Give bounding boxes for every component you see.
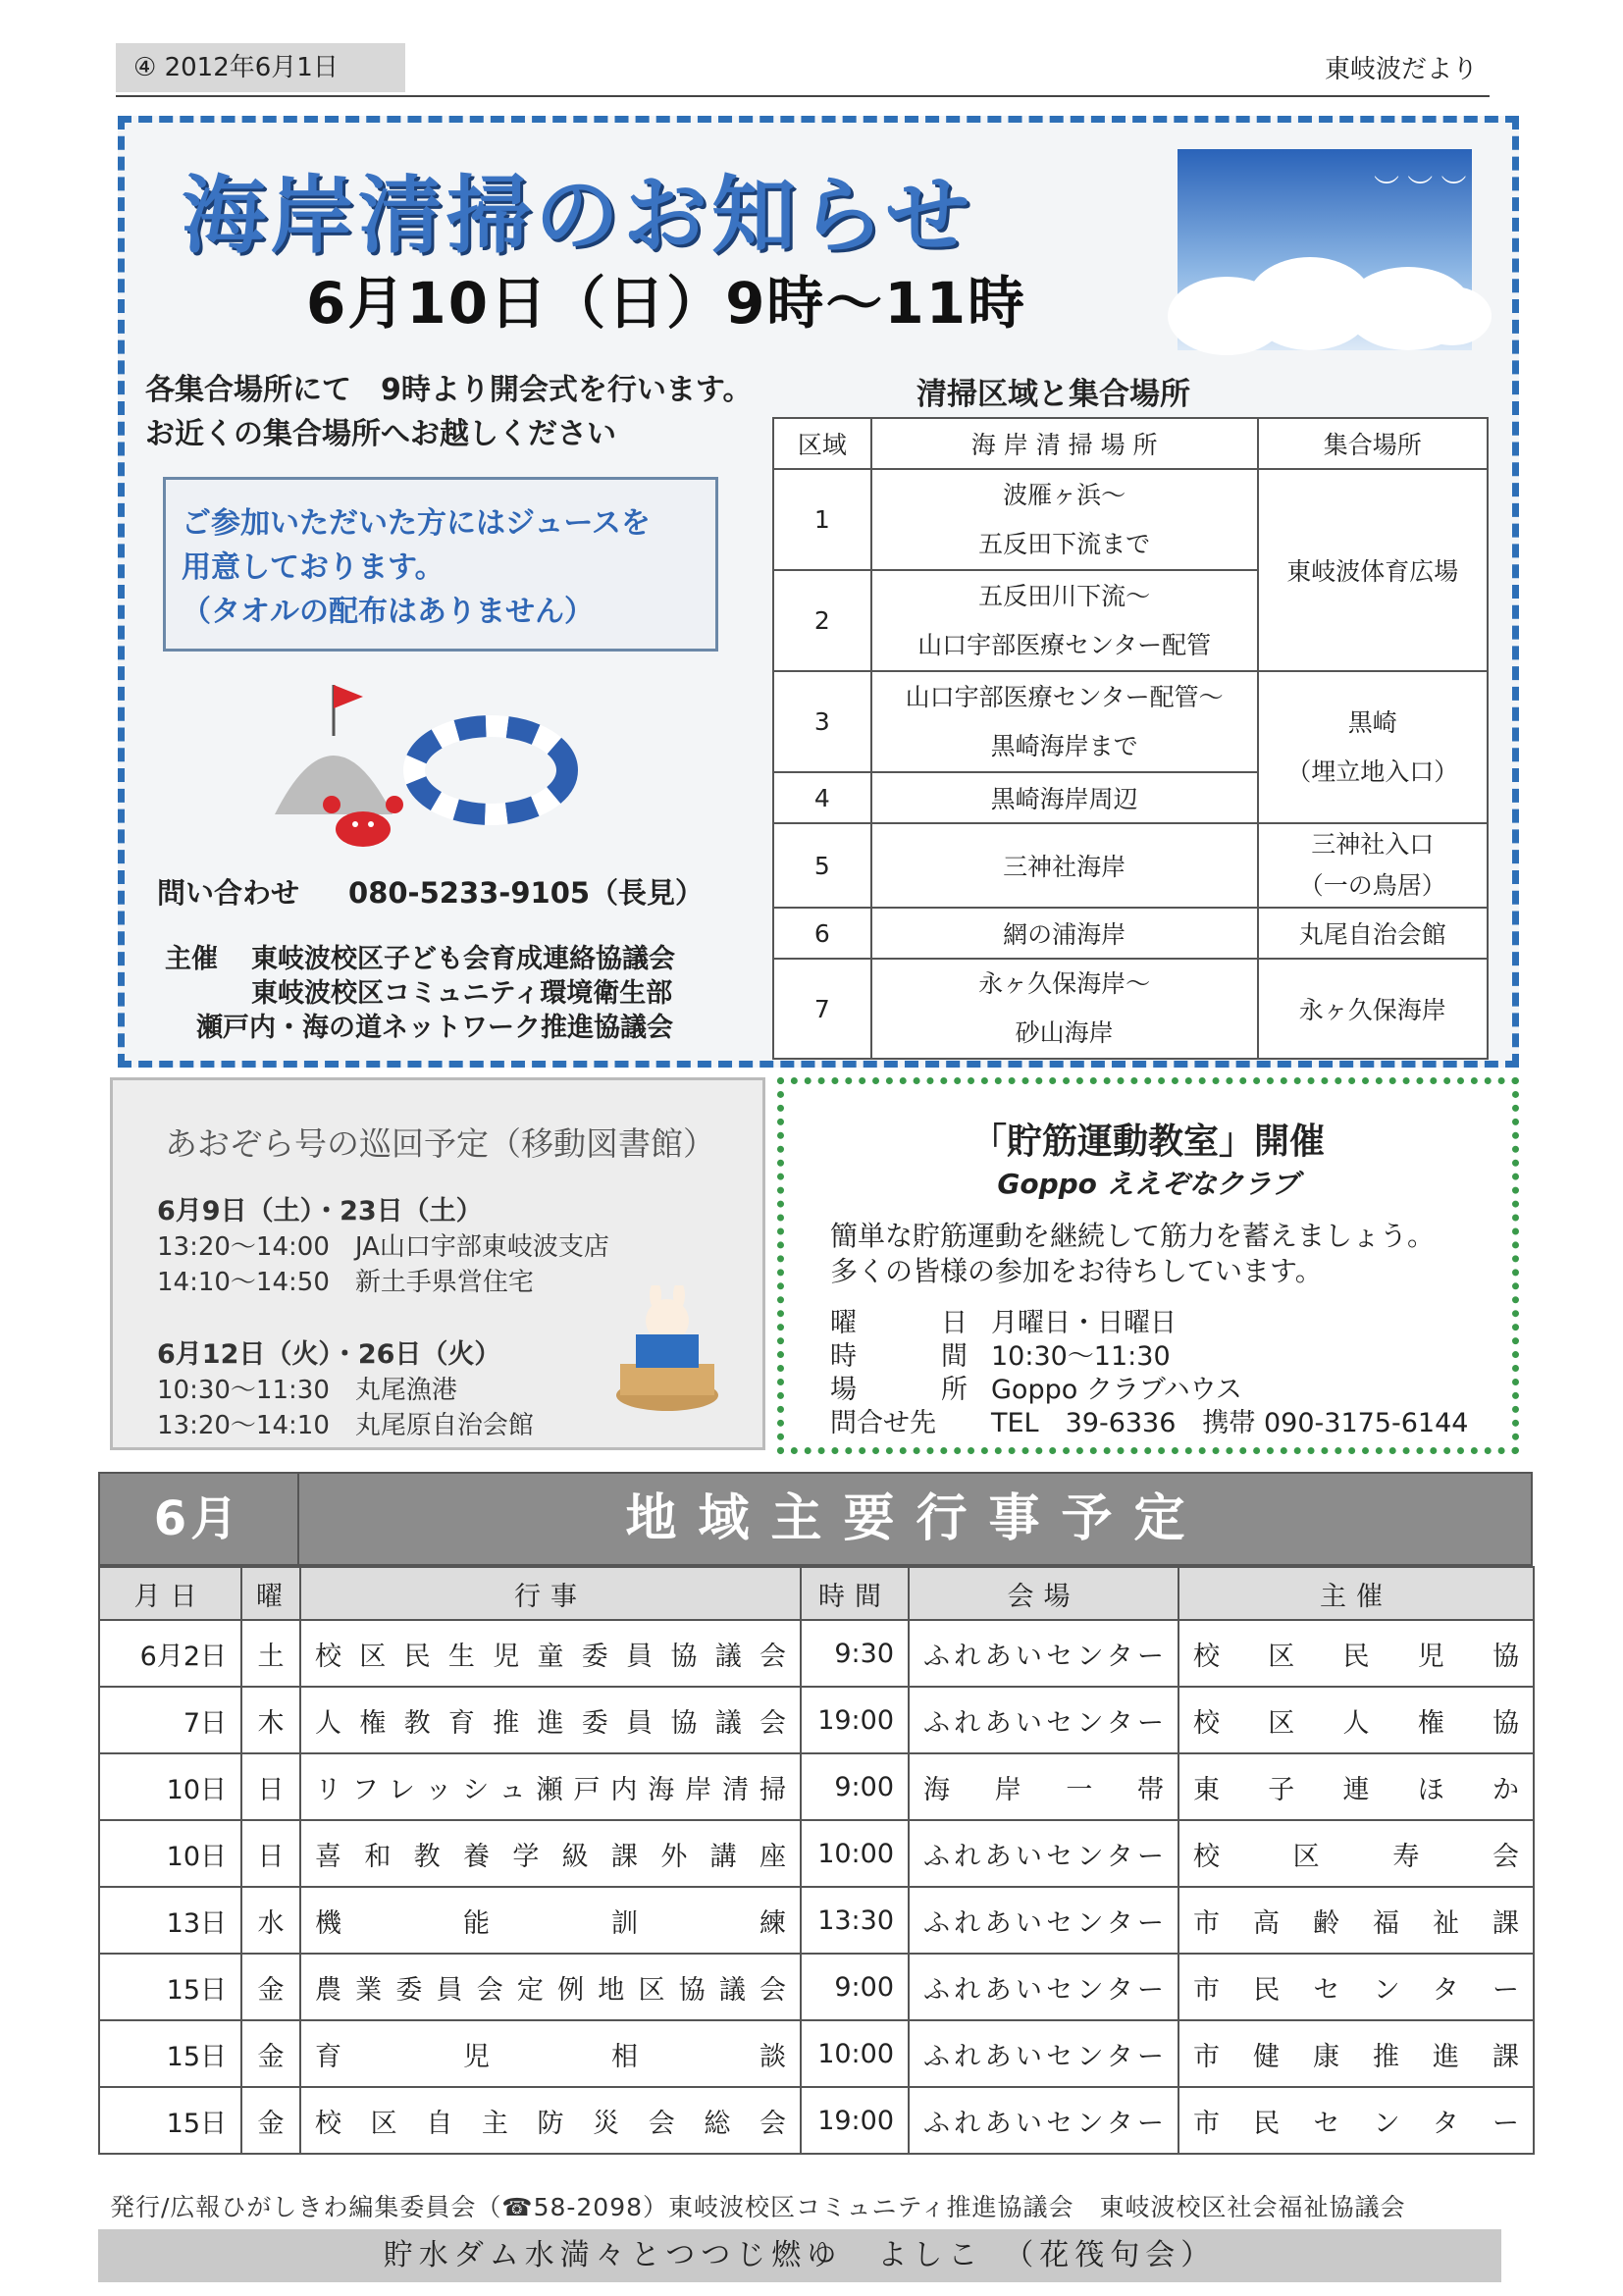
goppo-key-char: 時 [830, 1341, 857, 1372]
zone-number: 1 [773, 469, 871, 570]
schedule-host: 校区民児協 [1178, 1620, 1534, 1687]
reading-rabbit-icon [608, 1285, 726, 1413]
schedule-time: 10:00 [801, 2020, 909, 2087]
schedule-weekday: 水 [241, 1887, 300, 1954]
schedule-row [99, 1820, 1534, 1887]
zone-meeting: 東岐波体育広場 [1258, 469, 1488, 671]
zone-place [871, 469, 1258, 570]
schedule-weekday: 日 [241, 1753, 300, 1820]
zone-number: 5 [773, 823, 871, 908]
schedule-header-date: 月日 [99, 1567, 241, 1620]
juice-notice-line: （タオルの配布はありません） [182, 595, 594, 629]
schedule-title: 地域主要行事予定 [625, 1489, 1207, 1548]
zone-place-line: 永ヶ久保海岸〜 [978, 969, 1151, 998]
schedule-date: 10日 [99, 1753, 241, 1820]
zone-place: 三神社海岸 [871, 823, 1258, 908]
zone-number: 6 [773, 908, 871, 959]
schedule-event: 機能訓練 [300, 1887, 801, 1954]
zone-place-line: 山口宇部医療センター配管〜 [905, 682, 1224, 711]
zone-number: 2 [773, 570, 871, 671]
zone-meeting [1258, 671, 1488, 823]
organizer-2: 東岐波校区コミュニティ環境衛生部 [251, 978, 673, 1009]
schedule-weekday: 金 [241, 2020, 300, 2087]
schedule-date: 13日 [99, 1887, 241, 1954]
goppo-key-char: 日 [941, 1308, 968, 1338]
schedule-header-venue: 会場 [909, 1567, 1178, 1620]
schedule-time: 19:00 [801, 1687, 909, 1753]
schedule-time: 10:00 [801, 1820, 909, 1887]
goppo-time: 10:30〜11:30 [991, 1341, 1171, 1372]
organizer-1: 東岐波校区子ども会育成連絡協議会 [251, 944, 675, 974]
schedule-time: 9:30 [801, 1620, 909, 1687]
schedule-venue: ふれあいセンター [909, 1687, 1178, 1753]
zone-place [871, 570, 1258, 671]
newsletter-name: 東岐波だより [1324, 55, 1478, 84]
schedule-weekday: 木 [241, 1687, 300, 1753]
zone-meeting [1258, 823, 1488, 908]
schedule-row [99, 1620, 1534, 1687]
schedule-date: 15日 [99, 2087, 241, 2154]
sky-clouds-illustration [1178, 149, 1472, 350]
zone-meeting-line: 黒崎 [1347, 707, 1397, 737]
schedule-row [99, 1753, 1534, 1820]
schedule-weekday: 土 [241, 1620, 300, 1687]
zone-place-line: 五反田川下流〜 [978, 581, 1151, 610]
schedule-time: 19:00 [801, 2087, 909, 2154]
header-rule [116, 95, 1490, 97]
inquiry-label: 問い合わせ [157, 876, 300, 910]
goppo-intro-line: 簡単な貯筋運動を継続して筋力を蓄えましょう。 [830, 1220, 1436, 1252]
zone-place-line: 山口宇部医療センター配管 [917, 630, 1212, 659]
goppo-detail-key [830, 1401, 968, 1439]
zone-meeting: 永ヶ久保海岸 [1258, 959, 1488, 1059]
schedule-header-host: 主催 [1178, 1567, 1534, 1620]
schedule-time: 13:30 [801, 1887, 909, 1954]
schedule-host: 校区人権協 [1178, 1687, 1534, 1753]
schedule-row [99, 1687, 1534, 1753]
goppo-place: Goppo クラブハウス [991, 1375, 1242, 1405]
schedule-date: 15日 [99, 1954, 241, 2020]
goppo-key-char: 問合せ先 [830, 1408, 936, 1438]
goppo-weekday: 月曜日・日曜日 [991, 1308, 1177, 1338]
beach-cleanup-title: 海岸清掃のお知らせ [182, 167, 974, 265]
schedule-header-event: 行事 [300, 1567, 801, 1620]
swim-ring-icon [414, 726, 567, 814]
goppo-key-char: 場 [830, 1375, 857, 1405]
beach-intro-line-2: お近くの集合場所へお越しください [145, 417, 616, 451]
zone-place: 網の浦海岸 [871, 908, 1258, 959]
inquiry-line [157, 871, 704, 912]
zone-header-meeting: 集合場所 [1258, 418, 1488, 469]
schedule-month: 6月 [98, 1472, 299, 1566]
organizer-label: 主催 [165, 944, 218, 974]
schedule-date: 7日 [99, 1687, 241, 1753]
zone-place-line: 砂山海岸 [1015, 1018, 1114, 1047]
zone-number: 7 [773, 959, 871, 1059]
library-date: 6月9日（土）・23日（土） [157, 1196, 483, 1226]
schedule-host: 市健康推進課 [1178, 2020, 1534, 2087]
schedule-event: 人権教育推進委員協議会 [300, 1687, 801, 1753]
schedule-weekday: 金 [241, 2087, 300, 2154]
goppo-title: 「貯筋運動教室」開催 [970, 1122, 1325, 1162]
schedule-host: 市民センター [1178, 1954, 1534, 2020]
juice-notice-line: 用意しております。 [182, 550, 445, 585]
schedule-host: 東子連ほか [1178, 1753, 1534, 1820]
zone-place: 黒崎海岸周辺 [871, 772, 1258, 823]
schedule-time: 9:00 [801, 1753, 909, 1820]
mobile-library-title: あおぞら号の巡回予定（移動図書館） [165, 1124, 715, 1163]
schedule-row [99, 1887, 1534, 1954]
library-date: 6月12日（火）・26日（火） [157, 1339, 501, 1370]
organizer-3: 瀬戸内・海の道ネットワーク推進協議会 [196, 1013, 673, 1043]
schedule-weekday: 金 [241, 1954, 300, 2020]
schedule-date: 15日 [99, 2020, 241, 2087]
schedule-row [99, 2020, 1534, 2087]
schedule-host: 校区寿会 [1178, 1820, 1534, 1887]
zone-number: 3 [773, 671, 871, 772]
schedule-venue: ふれあいセンター [909, 1620, 1178, 1687]
schedule-event: 農業委員会定例地区協議会 [300, 1954, 801, 2020]
zone-place [871, 959, 1258, 1059]
library-stop: 13:20〜14:10 丸尾原自治会館 [157, 1411, 534, 1440]
zone-meeting-line: 三神社入口 [1311, 830, 1435, 859]
schedule-event: 喜和教養学級課外講座 [300, 1820, 801, 1887]
schedule-table [98, 1566, 1535, 2155]
beach-cleanup-date: 6月10日（日）9時〜11時 [306, 270, 1027, 337]
schedule-host: 市民センター [1178, 2087, 1534, 2154]
schedule-event: リフレッシュ瀬戸内海岸清掃 [300, 1753, 801, 1820]
zone-header-area: 区域 [773, 418, 871, 469]
zone-place-line: 波雁ヶ浜〜 [1003, 480, 1126, 509]
library-stop: 13:20〜14:00 JA山口宇部東岐波支店 [157, 1232, 609, 1262]
zone-table [772, 417, 1489, 1060]
publisher-footer: 発行/広報ひがしきわ編集委員会（☎58-2098）東岐波校区コミュニティ推進協議会 東岐波校区社会福祉協議会 [110, 2193, 1406, 2221]
schedule-venue: ふれあいセンター [909, 2020, 1178, 2087]
schedule-header-weekday: 曜 [241, 1567, 300, 1620]
goppo-key-char: 曜 [830, 1308, 857, 1338]
haiku-text: 貯水ダム水満々とつつじ燃ゆ よしこ （花筏句会） [383, 2238, 1217, 2272]
zone-place-line: 五反田下流まで [978, 529, 1151, 558]
schedule-host: 市高齢福祉課 [1178, 1887, 1534, 1954]
schedule-venue: ふれあいセンター [909, 1820, 1178, 1887]
schedule-venue: ふれあいセンター [909, 2087, 1178, 2154]
inquiry-phone: 080-5233-9105（長見） [348, 876, 705, 910]
goppo-intro-line: 多くの皆様の参加をお待ちしています。 [830, 1255, 1323, 1287]
schedule-event: 校区民生児童委員協議会 [300, 1620, 801, 1687]
goppo-contact: TEL 39-6336 携帯 090-3175-6144 [991, 1408, 1469, 1438]
schedule-row [99, 1954, 1534, 2020]
zone-meeting: 丸尾自治会館 [1258, 908, 1488, 959]
beach-intro-line-1: 各集合場所にて 9時より開会式を行います。 [145, 373, 753, 407]
zone-meeting-line: （埋立地入口） [1286, 757, 1459, 786]
zone-table-heading: 清掃区域と集合場所 [916, 377, 1190, 412]
goppo-subtitle: Goppo ええぞなクラブ [997, 1168, 1299, 1200]
zone-header-place: 海 岸 清 掃 場 所 [871, 418, 1258, 469]
goppo-key-char: 所 [941, 1375, 968, 1405]
seagull-icon: ︶ ︶ ︶ [1374, 175, 1467, 204]
schedule-venue: ふれあいセンター [909, 1954, 1178, 2020]
sandcastle-icon [275, 685, 393, 814]
schedule-weekday: 日 [241, 1820, 300, 1887]
schedule-header-time: 時間 [801, 1567, 909, 1620]
library-stop: 10:30〜11:30 丸尾漁港 [157, 1376, 457, 1405]
schedule-date: 6月2日 [99, 1620, 241, 1687]
beach-illustration [265, 677, 579, 854]
library-stop: 14:10〜14:50 新土手県営住宅 [157, 1268, 534, 1297]
schedule-event: 校区自主防災会総会 [300, 2087, 801, 2154]
zone-place [871, 671, 1258, 772]
zone-meeting-line: （一の鳥居） [1298, 871, 1446, 900]
schedule-time: 9:00 [801, 1954, 909, 2020]
schedule-event: 育児相談 [300, 2020, 801, 2087]
zone-number: 4 [773, 772, 871, 823]
zone-place-line: 黒崎海岸まで [990, 731, 1138, 760]
schedule-date: 10日 [99, 1820, 241, 1887]
juice-notice-line: ご参加いただいた方にはジュースを [182, 506, 651, 541]
juice-notice-box [163, 477, 718, 652]
schedule-venue: 海岸一帯 [909, 1753, 1178, 1820]
schedule-venue: ふれあいセンター [909, 1887, 1178, 1954]
schedule-row [99, 2087, 1534, 2154]
page-date: ④ 2012年6月1日 [116, 43, 405, 92]
goppo-key-char: 間 [941, 1341, 968, 1372]
